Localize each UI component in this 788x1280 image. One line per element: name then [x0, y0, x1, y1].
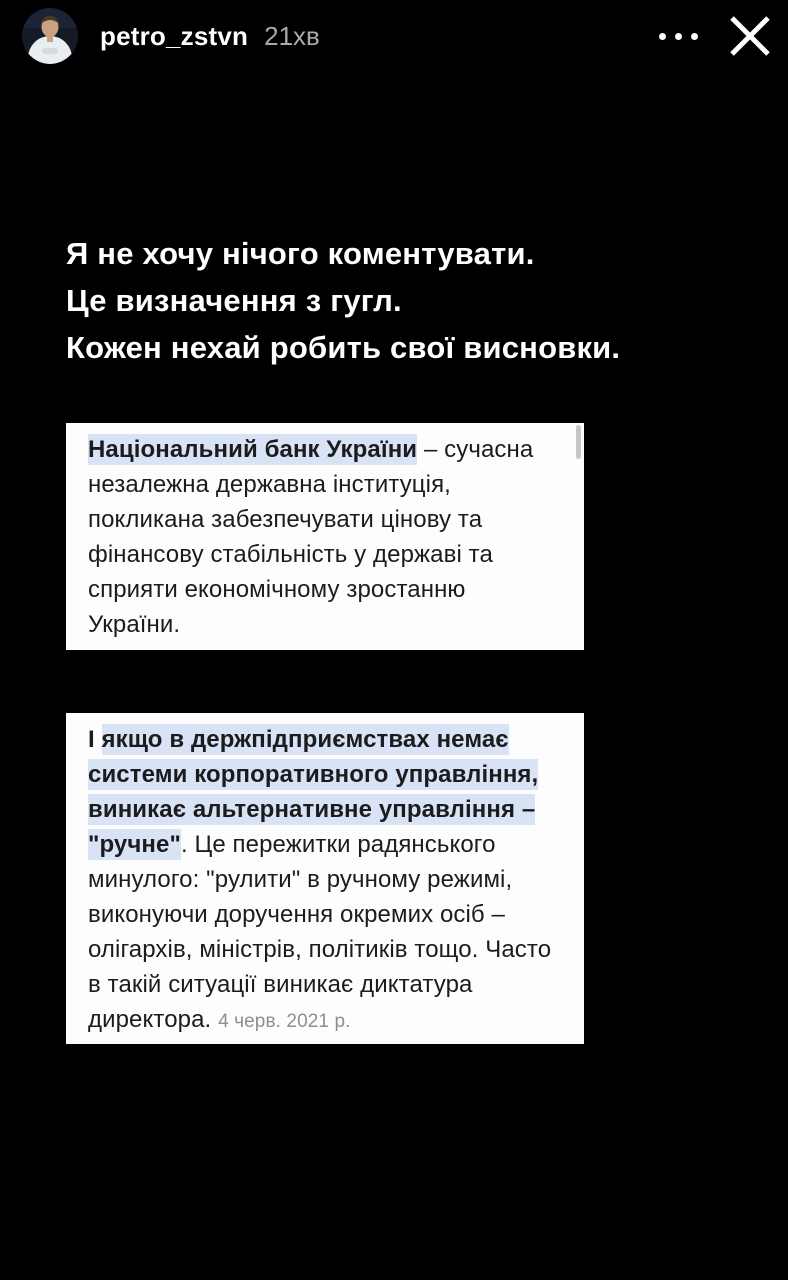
caption-line: Кожен нехай робить свої висновки.	[66, 330, 621, 365]
story-header	[0, 0, 788, 72]
story-timestamp: 21хв	[264, 20, 320, 51]
card-text-segment: 4 черв. 2021 р.	[218, 1011, 351, 1032]
story-caption	[66, 230, 620, 371]
caption-line: Це визначення з гугл.	[66, 283, 402, 318]
close-icon	[726, 12, 774, 60]
scrollbar-thumb[interactable]	[576, 425, 581, 459]
caption-line: Я не хочу нічого коментувати.	[66, 236, 535, 271]
avatar[interactable]	[22, 8, 78, 64]
definition-text	[88, 432, 564, 642]
card-text-segment: І	[88, 726, 102, 753]
ellipsis-icon	[659, 33, 666, 40]
card-text-segment: якщо в держпідприємствах немає системи корпоративного управління, виникає альтернативне управління – "ручне"	[88, 726, 539, 858]
definition-card-manual-management	[66, 713, 584, 1044]
definition-text	[88, 722, 564, 1039]
card-text-segment: – сучасна незалежна державна інституція, покликана забезпечувати цінову та фінансову стабільність у державі та сприяти економічному зростанню України.	[88, 436, 534, 638]
avatar-photo	[22, 8, 78, 64]
ellipsis-icon	[675, 33, 682, 40]
card-text-segment: Національний банк України	[88, 436, 418, 463]
username[interactable]: petro_zstvn	[100, 20, 249, 51]
close-button[interactable]	[724, 10, 776, 62]
ellipsis-icon	[691, 33, 698, 40]
more-options-button[interactable]	[650, 12, 706, 60]
definition-card-nbu	[66, 423, 584, 650]
card-text-segment: . Це пережитки радянського минулого: "рулити" в ручному режимі, виконуючи доручення окремих осіб – олігархів, міністрів, політиків тощо. Часто в такій ситуації виникає диктатура директора.	[88, 831, 552, 1033]
